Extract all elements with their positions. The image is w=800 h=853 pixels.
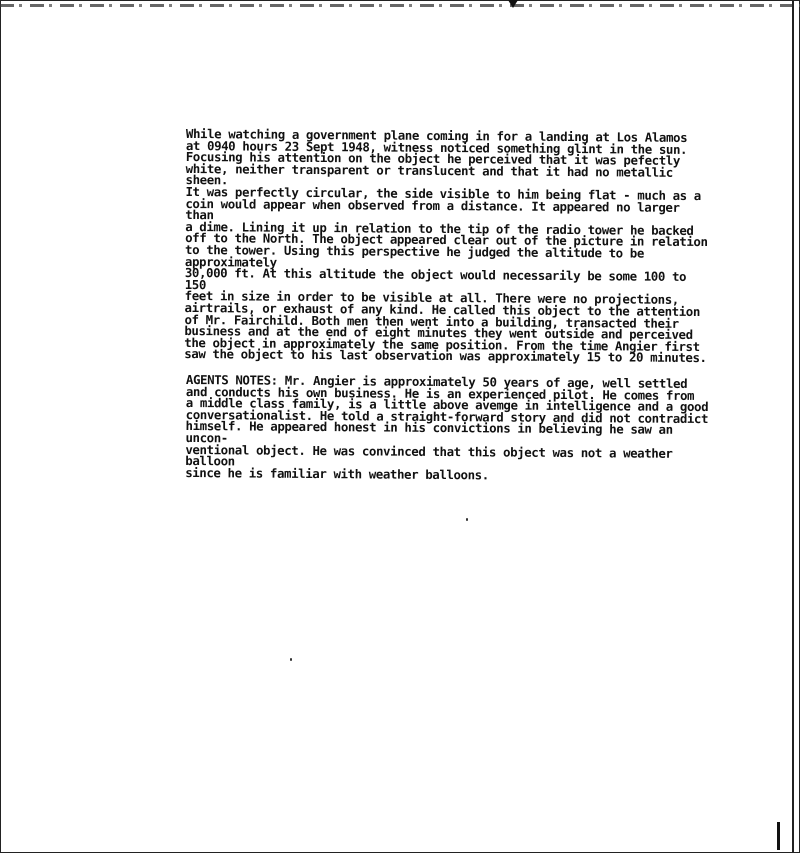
scan-right-edge — [792, 0, 794, 853]
witness-account-paragraph: While watching a government plane coming in for a landing at Los Alamos at 0940 hours 23 Sept 1948, witness noticed something glint in the sun. Focusing his attention on the object he perceived that it was pefectly white, neither transparent or translucent and that it had no metallic sheen. It was perfectly circular, the side visible to him being flat - much as a coin would appear when observed from a distance. It appeared no larger than a dime. Lining it up in relation to the tip of the radio tower he backed off to the North. The object appeared clear out of the picture in relation to the tower. Using this perspective he judged the altitude to be approximately 30,000 ft. At this altitude the object would necessarily be some 100 to 150 feet in size in order to be visible at all. There were no projections, airtrails, or exhaust of any kind. He called this object to the attention of Mr. Fairchild. Both men then went into a building, transacted their business and at the end of eight minutes they went outside and perceived the object in approximately the same position. From the time Angier first saw the object to his last observation was approximately 15 to 20 minutes. — [184, 126, 708, 366]
scan-corner-mark — [777, 822, 780, 850]
scan-top-edge — [0, 4, 800, 7]
document-body — [184, 126, 710, 483]
scan-speck — [290, 658, 292, 661]
scan-speck — [466, 518, 468, 521]
agents-notes-paragraph: AGENTS NOTES: Mr. Angier is approximately 50 years of age, well settled and conducts his own business. He is an experienced pilot. He comes from a middle class family, is a little above avemge in intelligence and a good conversationalist. He told a straight-forward story and did not contradict himself. He appeared honest in his convictions in believing he saw an uncon- ventional object. He was convinced that this object was not a weather balloon since he is familiar with weather balloons. — [185, 371, 709, 483]
